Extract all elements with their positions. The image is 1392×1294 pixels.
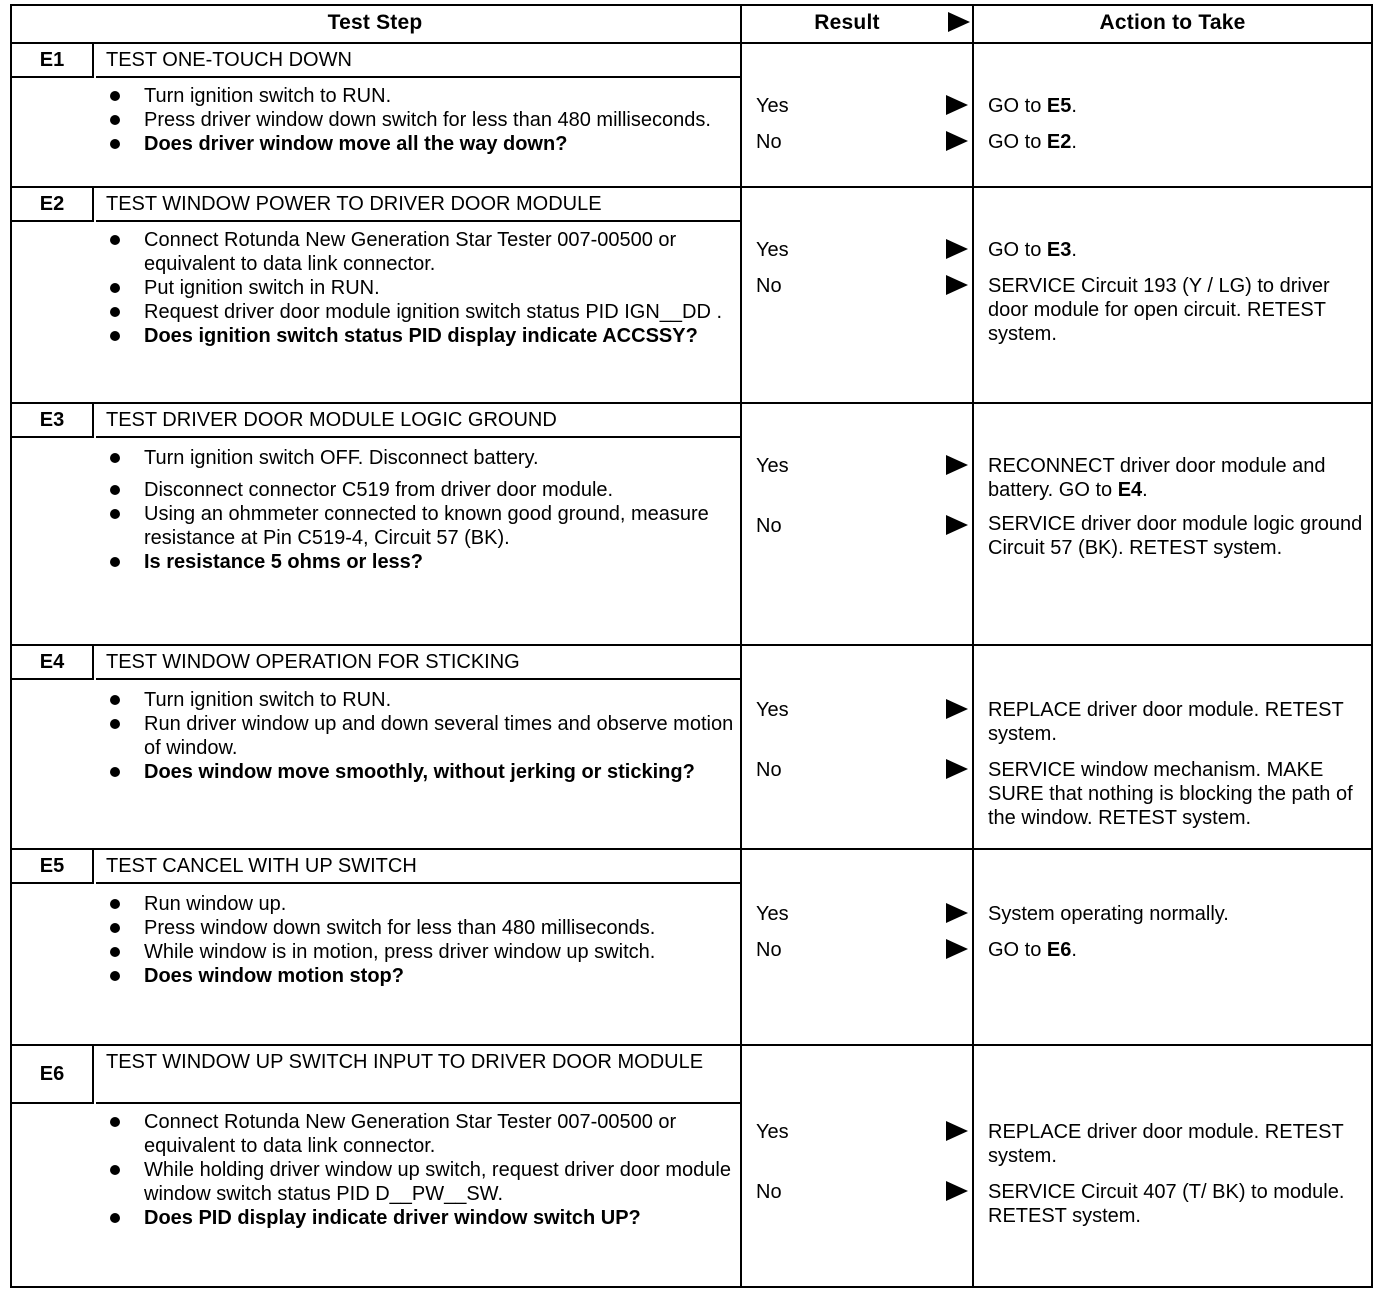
instruction-text: Disconnect connector C519 from driver door module. <box>144 479 614 501</box>
action-goto-step: E4 <box>1117 479 1143 501</box>
step-id: E1 <box>12 44 94 78</box>
instruction-text: Turn ignition switch to RUN. <box>144 689 392 711</box>
step-question <box>106 964 736 988</box>
action-text: GO to <box>988 239 1047 261</box>
result-no: No <box>756 759 782 781</box>
bullet-icon <box>110 139 120 149</box>
bullet-icon <box>110 971 120 981</box>
arrow-shape <box>946 131 968 151</box>
result-arrow-icon <box>946 939 968 959</box>
step-instruction <box>106 276 736 300</box>
bullet-icon <box>110 1117 120 1127</box>
arrow-shape <box>946 515 968 535</box>
step-bullet-list <box>106 446 736 574</box>
bullet-icon <box>110 91 120 101</box>
bullet-icon <box>110 509 120 519</box>
result-yes: Yes <box>756 455 789 477</box>
instruction-text: Run window up. <box>144 893 287 915</box>
step-question <box>106 1206 736 1230</box>
result-arrow-icon <box>946 1121 968 1141</box>
bullet-icon <box>110 307 120 317</box>
header-action: Action to Take <box>1099 11 1246 34</box>
bullet-icon <box>110 557 120 567</box>
result-arrow-icon <box>946 515 968 535</box>
step-bullet-list <box>106 228 736 348</box>
action-text: SERVICE Circuit 407 (T/ BK) to module. RETEST system. <box>988 1181 1345 1227</box>
step-instruction <box>106 478 736 502</box>
bullet-icon <box>110 283 120 293</box>
result-yes: Yes <box>756 903 789 925</box>
step-bullet-list <box>106 1110 736 1230</box>
step-instruction <box>106 1110 736 1158</box>
step-title: TEST ONE-TOUCH DOWN <box>96 44 742 78</box>
instruction-text: Press window down switch for less than 480 milliseconds. <box>144 917 656 939</box>
instruction-text: Does window motion stop? <box>144 965 404 987</box>
step-bullet-list <box>106 84 736 156</box>
step-id: E3 <box>12 404 94 438</box>
header-result: Result <box>814 11 880 34</box>
arrow-shape <box>946 939 968 959</box>
step-bullet-list <box>106 892 736 988</box>
header-test-step: Test Step <box>327 11 423 34</box>
result-arrow-icon <box>946 275 968 295</box>
action-text-end: . <box>1071 239 1077 261</box>
step-instruction <box>106 1158 736 1206</box>
arrow-shape <box>946 759 968 779</box>
result-arrow-icon <box>946 903 968 923</box>
step-instruction <box>106 228 736 276</box>
bullet-icon <box>110 453 120 463</box>
step-title: TEST CANCEL WITH UP SWITCH <box>96 850 742 884</box>
result-yes: Yes <box>756 699 789 721</box>
result-yes: Yes <box>756 1121 789 1143</box>
bullet-icon <box>110 923 120 933</box>
step-instruction <box>106 940 736 964</box>
result-arrow-icon <box>946 239 968 259</box>
instruction-text: Run driver window up and down several times and observe motion of window. <box>144 713 734 759</box>
action-goto-step: E2 <box>1046 131 1072 153</box>
instruction-text: While holding driver window up switch, request driver door module window switch status PID D__PW__SW. <box>144 1159 731 1205</box>
result-no: No <box>756 1181 782 1203</box>
bullet-icon <box>110 1213 120 1223</box>
bullet-icon <box>110 947 120 957</box>
step-question <box>106 132 736 156</box>
action-yes <box>988 238 1370 262</box>
bullet-icon <box>110 485 120 495</box>
action-no <box>988 512 1370 560</box>
step-question <box>106 550 736 574</box>
instruction-text: While window is in motion, press driver window up switch. <box>144 941 656 963</box>
result-arrow-icon <box>946 455 968 475</box>
arrow-shape <box>946 699 968 719</box>
result-yes: Yes <box>756 239 789 261</box>
arrow-shape <box>946 275 968 295</box>
step-id: E2 <box>12 188 94 222</box>
instruction-text: Does ignition switch status PID display indicate ACCSSY? <box>144 325 698 347</box>
result-no: No <box>756 131 782 153</box>
instruction-text: Turn ignition switch to RUN. <box>144 85 392 107</box>
result-arrow-icon <box>946 759 968 779</box>
instruction-text: Put ignition switch in RUN. <box>144 277 380 299</box>
result-arrow-icon <box>946 95 968 115</box>
bullet-icon <box>110 719 120 729</box>
action-text-end: . <box>1142 479 1148 501</box>
divider-result-action <box>972 4 974 1288</box>
instruction-text: Using an ohmmeter connected to known good ground, measure resistance at Pin C519-4, Circuit 57 (BK). <box>144 503 709 549</box>
step-instruction <box>106 712 736 760</box>
instruction-text: Connect Rotunda New Generation Star Tester 007-00500 or equivalent to data link connector. <box>144 1111 677 1157</box>
instruction-text: Does driver window move all the way down? <box>144 133 568 155</box>
bullet-icon <box>110 1165 120 1175</box>
action-yes <box>988 1120 1370 1168</box>
action-text: RECONNECT driver door module and battery. GO to <box>988 455 1326 501</box>
result-arrow-icon <box>946 131 968 151</box>
result-no: No <box>756 515 782 537</box>
action-goto-step: E3 <box>1046 239 1072 261</box>
step-instruction <box>106 502 736 550</box>
action-no <box>988 274 1370 346</box>
instruction-text: Press driver window down switch for less than 480 milliseconds. <box>144 109 711 131</box>
action-text: System operating normally. <box>988 903 1229 925</box>
action-yes <box>988 698 1370 746</box>
action-no <box>988 758 1370 830</box>
action-no <box>988 1180 1370 1228</box>
instruction-text: Turn ignition switch OFF. Disconnect battery. <box>144 447 539 469</box>
step-bullet-list <box>106 688 736 784</box>
action-text: REPLACE driver door module. RETEST system. <box>988 1121 1344 1167</box>
action-text-end: . <box>1071 939 1077 961</box>
arrow-shape <box>946 239 968 259</box>
action-yes <box>988 94 1370 118</box>
step-id: E6 <box>12 1046 94 1104</box>
diagnostic-table <box>10 4 1373 1288</box>
action-text-end: . <box>1071 95 1077 117</box>
action-no <box>988 938 1370 962</box>
action-yes <box>988 454 1370 502</box>
action-text-end: . <box>1071 131 1077 153</box>
bullet-icon <box>110 767 120 777</box>
step-instruction <box>106 84 736 108</box>
step-id: E4 <box>12 646 94 680</box>
instruction-text: Is resistance 5 ohms or less? <box>144 551 424 573</box>
step-title: TEST DRIVER DOOR MODULE LOGIC GROUND <box>96 404 742 438</box>
step-instruction <box>106 892 736 916</box>
result-no: No <box>756 275 782 297</box>
arrow-shape <box>946 903 968 923</box>
action-text: REPLACE driver door module. RETEST system. <box>988 699 1344 745</box>
bullet-icon <box>110 899 120 909</box>
action-goto-step: E6 <box>1046 939 1072 961</box>
action-text: GO to <box>988 95 1047 117</box>
header-arrow-icon <box>948 12 970 32</box>
bullet-icon <box>110 235 120 245</box>
instruction-text: Does window move smoothly, without jerking or sticking? <box>144 761 695 783</box>
step-instruction <box>106 916 736 940</box>
step-instruction <box>106 108 736 132</box>
result-no: No <box>756 939 782 961</box>
action-no <box>988 130 1370 154</box>
action-text: SERVICE window mechanism. MAKE SURE that nothing is blocking the path of the window. RETEST system. <box>988 759 1353 829</box>
action-text: SERVICE Circuit 193 (Y / LG) to driver door module for open circuit. RETEST system. <box>988 275 1330 345</box>
step-instruction <box>106 446 736 470</box>
step-instruction <box>106 300 736 324</box>
step-question <box>106 760 736 784</box>
step-id: E5 <box>12 850 94 884</box>
action-text: SERVICE driver door module logic ground Circuit 57 (BK). RETEST system. <box>988 513 1363 559</box>
action-goto-step: E5 <box>1046 95 1072 117</box>
result-arrow-icon <box>946 1181 968 1201</box>
bullet-icon <box>110 695 120 705</box>
instruction-text: Does PID display indicate driver window switch UP? <box>144 1207 641 1229</box>
arrow-shape <box>946 1121 968 1141</box>
step-title: TEST WINDOW OPERATION FOR STICKING <box>96 646 742 680</box>
arrow-shape <box>946 455 968 475</box>
action-text: GO to <box>988 939 1047 961</box>
step-instruction <box>106 688 736 712</box>
action-yes <box>988 902 1370 926</box>
step-title: TEST WINDOW UP SWITCH INPUT TO DRIVER DOOR MODULE <box>96 1046 742 1104</box>
action-text: GO to <box>988 131 1047 153</box>
step-question <box>106 324 736 348</box>
bullet-icon <box>110 331 120 341</box>
result-yes: Yes <box>756 95 789 117</box>
instruction-text: Connect Rotunda New Generation Star Tester 007-00500 or equivalent to data link connector. <box>144 229 677 275</box>
arrow-shape <box>946 95 968 115</box>
bullet-icon <box>110 115 120 125</box>
instruction-text: Request driver door module ignition switch status PID IGN__DD . <box>144 301 723 323</box>
step-title: TEST WINDOW POWER TO DRIVER DOOR MODULE <box>96 188 742 222</box>
result-arrow-icon <box>946 699 968 719</box>
arrow-shape <box>946 1181 968 1201</box>
